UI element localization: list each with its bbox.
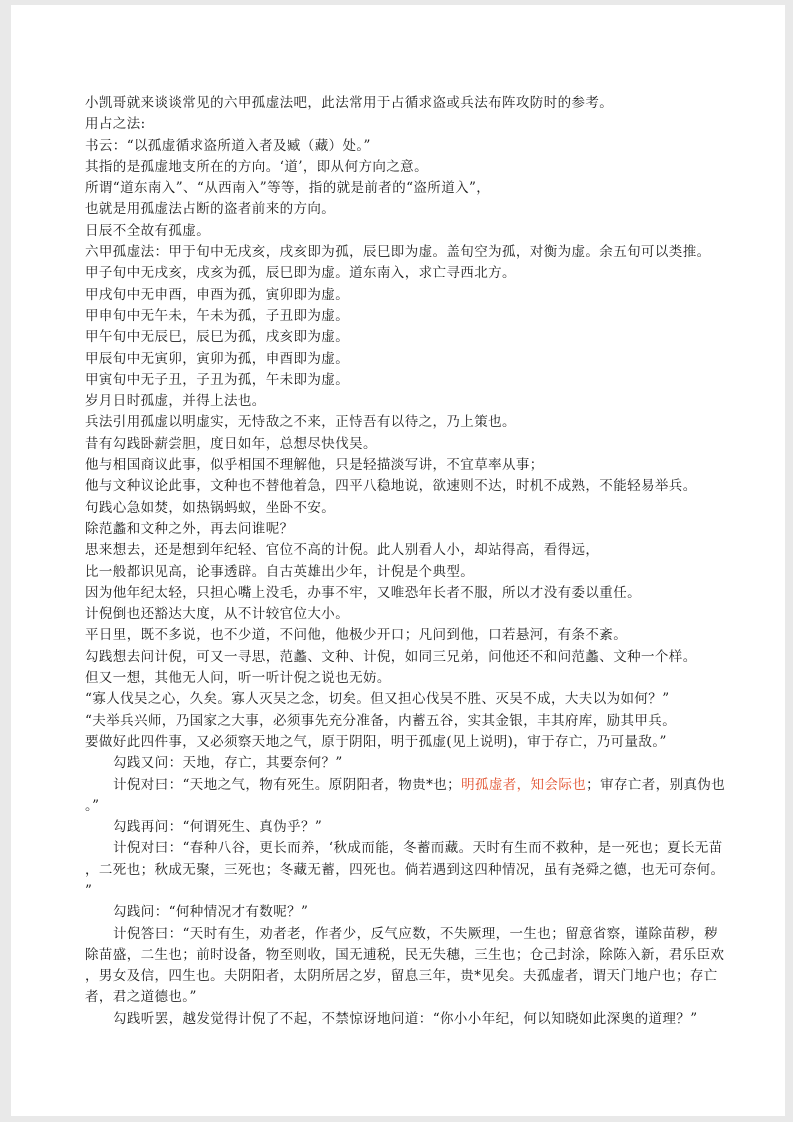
- text-line: 他与相国商议此事，似乎相国不理解他，只是轻描淡写讲，不宜草率从事；: [85, 457, 544, 474]
- text-line: 他与文种议论此事，文种也不替他着急，四平八稳地说，欲速则不达，时机不成熟，不能轻易举兵。: [85, 478, 697, 495]
- text-line: 计倪对曰：“春种八谷，更长而养，‘秋成而能，冬蓄而藏。天时有生而不救种，是一死也；夏长无苗: [113, 840, 723, 857]
- text-line: “夫举兵兴师，乃国家之大事，必须事先充分准备，内蓄五谷，实其金银，丰其府库，励其甲兵。: [85, 712, 677, 729]
- text-line: 勾践听罢，越发觉得计倪了不起，不禁惊讶地问道：“你小小年纪，何以知晓如此深奥的道理？”: [113, 1010, 698, 1027]
- document-page: [11, 5, 785, 1116]
- text-segment: 计倪对曰：“天地之气，物有死生。原阴阳者，物贵*也；: [113, 776, 462, 793]
- text-line: 兵法引用孤虚以明虚实，无恃敌之不来，正恃吾有以待之，乃上策也。: [85, 414, 516, 431]
- text-line: [85, 775, 775, 796]
- document-text: [85, 93, 775, 1030]
- text-line: 甲午旬中无辰巳，辰巳为孤，戌亥即为虚。: [85, 329, 350, 346]
- text-line: 。”: [85, 797, 100, 814]
- text-line: 甲子旬中无戌亥，戌亥为孤，辰巳即为虚。道东南入，求亡寻西北方。: [85, 265, 516, 282]
- text-line: ，二死也；秋成无聚，三死也；冬藏无蓄，四死也。倘若遇到这四种情况，虽有尧舜之德，也无可奈何。: [85, 861, 725, 878]
- text-line: 昔有勾践卧薪尝胆，度日如年，总想尽快伐吴。: [85, 435, 377, 452]
- text-line: 其指的是孤虚地支所在的方向。‘道’，即从何方向之意。: [85, 158, 428, 175]
- text-line: 句践心急如焚，如热锅蚂蚁，坐卧不安。: [85, 499, 336, 516]
- text-line: 勾践想去问计倪，可又一寻思，范蠡、文种、计倪，如同三兄弟，问他还不和问范蠡、文种一个样。: [85, 648, 697, 665]
- text-line: 但又一想，其他无人问，听一听计倪之说也无妨。: [85, 670, 391, 687]
- text-segment: ；审存亡者，别真伪也: [586, 776, 726, 793]
- text-line: 书云：“以孤虚循求盗所道入者及臧（藏）处。”: [85, 137, 371, 154]
- text-line: 勾践又问：天地，存亡，其要奈何？”: [113, 755, 343, 772]
- text-line: 勾践再问：“何谓死生、真伪乎？”: [113, 819, 323, 836]
- text-line: 用占之法:: [85, 116, 146, 133]
- text-line: 小凯哥就来谈谈常见的六甲孤虚法吧，此法常用于占循求盗或兵法布阵攻防时的参考。: [85, 95, 614, 111]
- text-line: 要做好此四件事，又必须察天地之气，原于阴阳，明于孤虚(见上说明)，审于存亡，乃可量敌。”: [85, 733, 667, 750]
- text-line: 比一般都识见高，论事透辟。自古英雄出少年，计倪是个典型。: [85, 563, 475, 580]
- text-line: 甲申旬中无午未，午未为孤，子丑即为虚。: [85, 307, 350, 324]
- text-line: 甲寅旬中无子丑，子丑为孤，午未即为虚。: [85, 371, 350, 388]
- text-line: 思来想去，还是想到年纪轻、官位不高的计倪。此人别看人小，却站得高，看得远，: [85, 542, 600, 559]
- text-line: 除苗盛，二生也；前时设备，物至则收，国无逋税，民无失穗，三生也；仓己封涂，除陈入新，君乐臣欢: [85, 946, 725, 963]
- text-line: 因为他年纪太轻，只担心嘴上没毛，办事不牢，又唯恐年长者不服，所以才没有委以重任。: [85, 584, 641, 601]
- text-line: 除范蠡和文种之外，再去问谁呢？: [85, 520, 294, 537]
- text-line: 者，君之道德也。”: [85, 989, 197, 1006]
- text-line: “寡人伐吴之心，久矣。寡人灭吴之念，切矣。但又担心伐吴不胜、灭吴不成，大夫以为如何？”: [85, 691, 670, 708]
- text-line: 也就是用孤虚法占断的盗者前来的方向。: [85, 201, 336, 218]
- text-line: 甲戌旬中无申酉，申酉为孤，寅卯即为虚。: [85, 286, 350, 303]
- text-line: 计倪答曰：“天时有生，劝者老，作者少，反气应数，不失厥理，一生也；留意省察，谨除苗秽，秽: [113, 925, 718, 942]
- text-line: ”: [85, 882, 93, 899]
- highlighted-text: 明孤虚者，知会际也: [461, 776, 587, 793]
- text-line: 勾践问：“何种情况才有数呢？”: [113, 904, 309, 921]
- text-line: ，男女及信，四生也。夫阴阳者，太阴所居之岁，留息三年，贵*见矣。夫孤虚者，谓天门地户也；存亡: [85, 968, 718, 985]
- text-line: 六甲孤虚法：甲于旬中无戌亥，戌亥即为孤，辰巳即为虚。盖旬空为孤，对衡为虚。余五旬可以类推。: [85, 244, 711, 261]
- text-line: 岁月日时孤虚，并得上法也。: [85, 393, 266, 410]
- text-line: 计倪倒也还豁达大度，从不计较官位大小。: [85, 606, 350, 623]
- text-line: 甲辰旬中无寅卯，寅卯为孤，申酉即为虚。: [85, 350, 350, 367]
- text-line: 日辰不全故有孤虚。: [85, 222, 211, 239]
- text-line: 平日里，既不多说，也不少道，不问他，他极少开口；凡问到他，口若悬河，有条不紊。: [85, 627, 628, 644]
- text-line: 所谓“道东南入”、“从西南入”等等，指的就是前者的“盗所道入”，: [85, 180, 491, 197]
